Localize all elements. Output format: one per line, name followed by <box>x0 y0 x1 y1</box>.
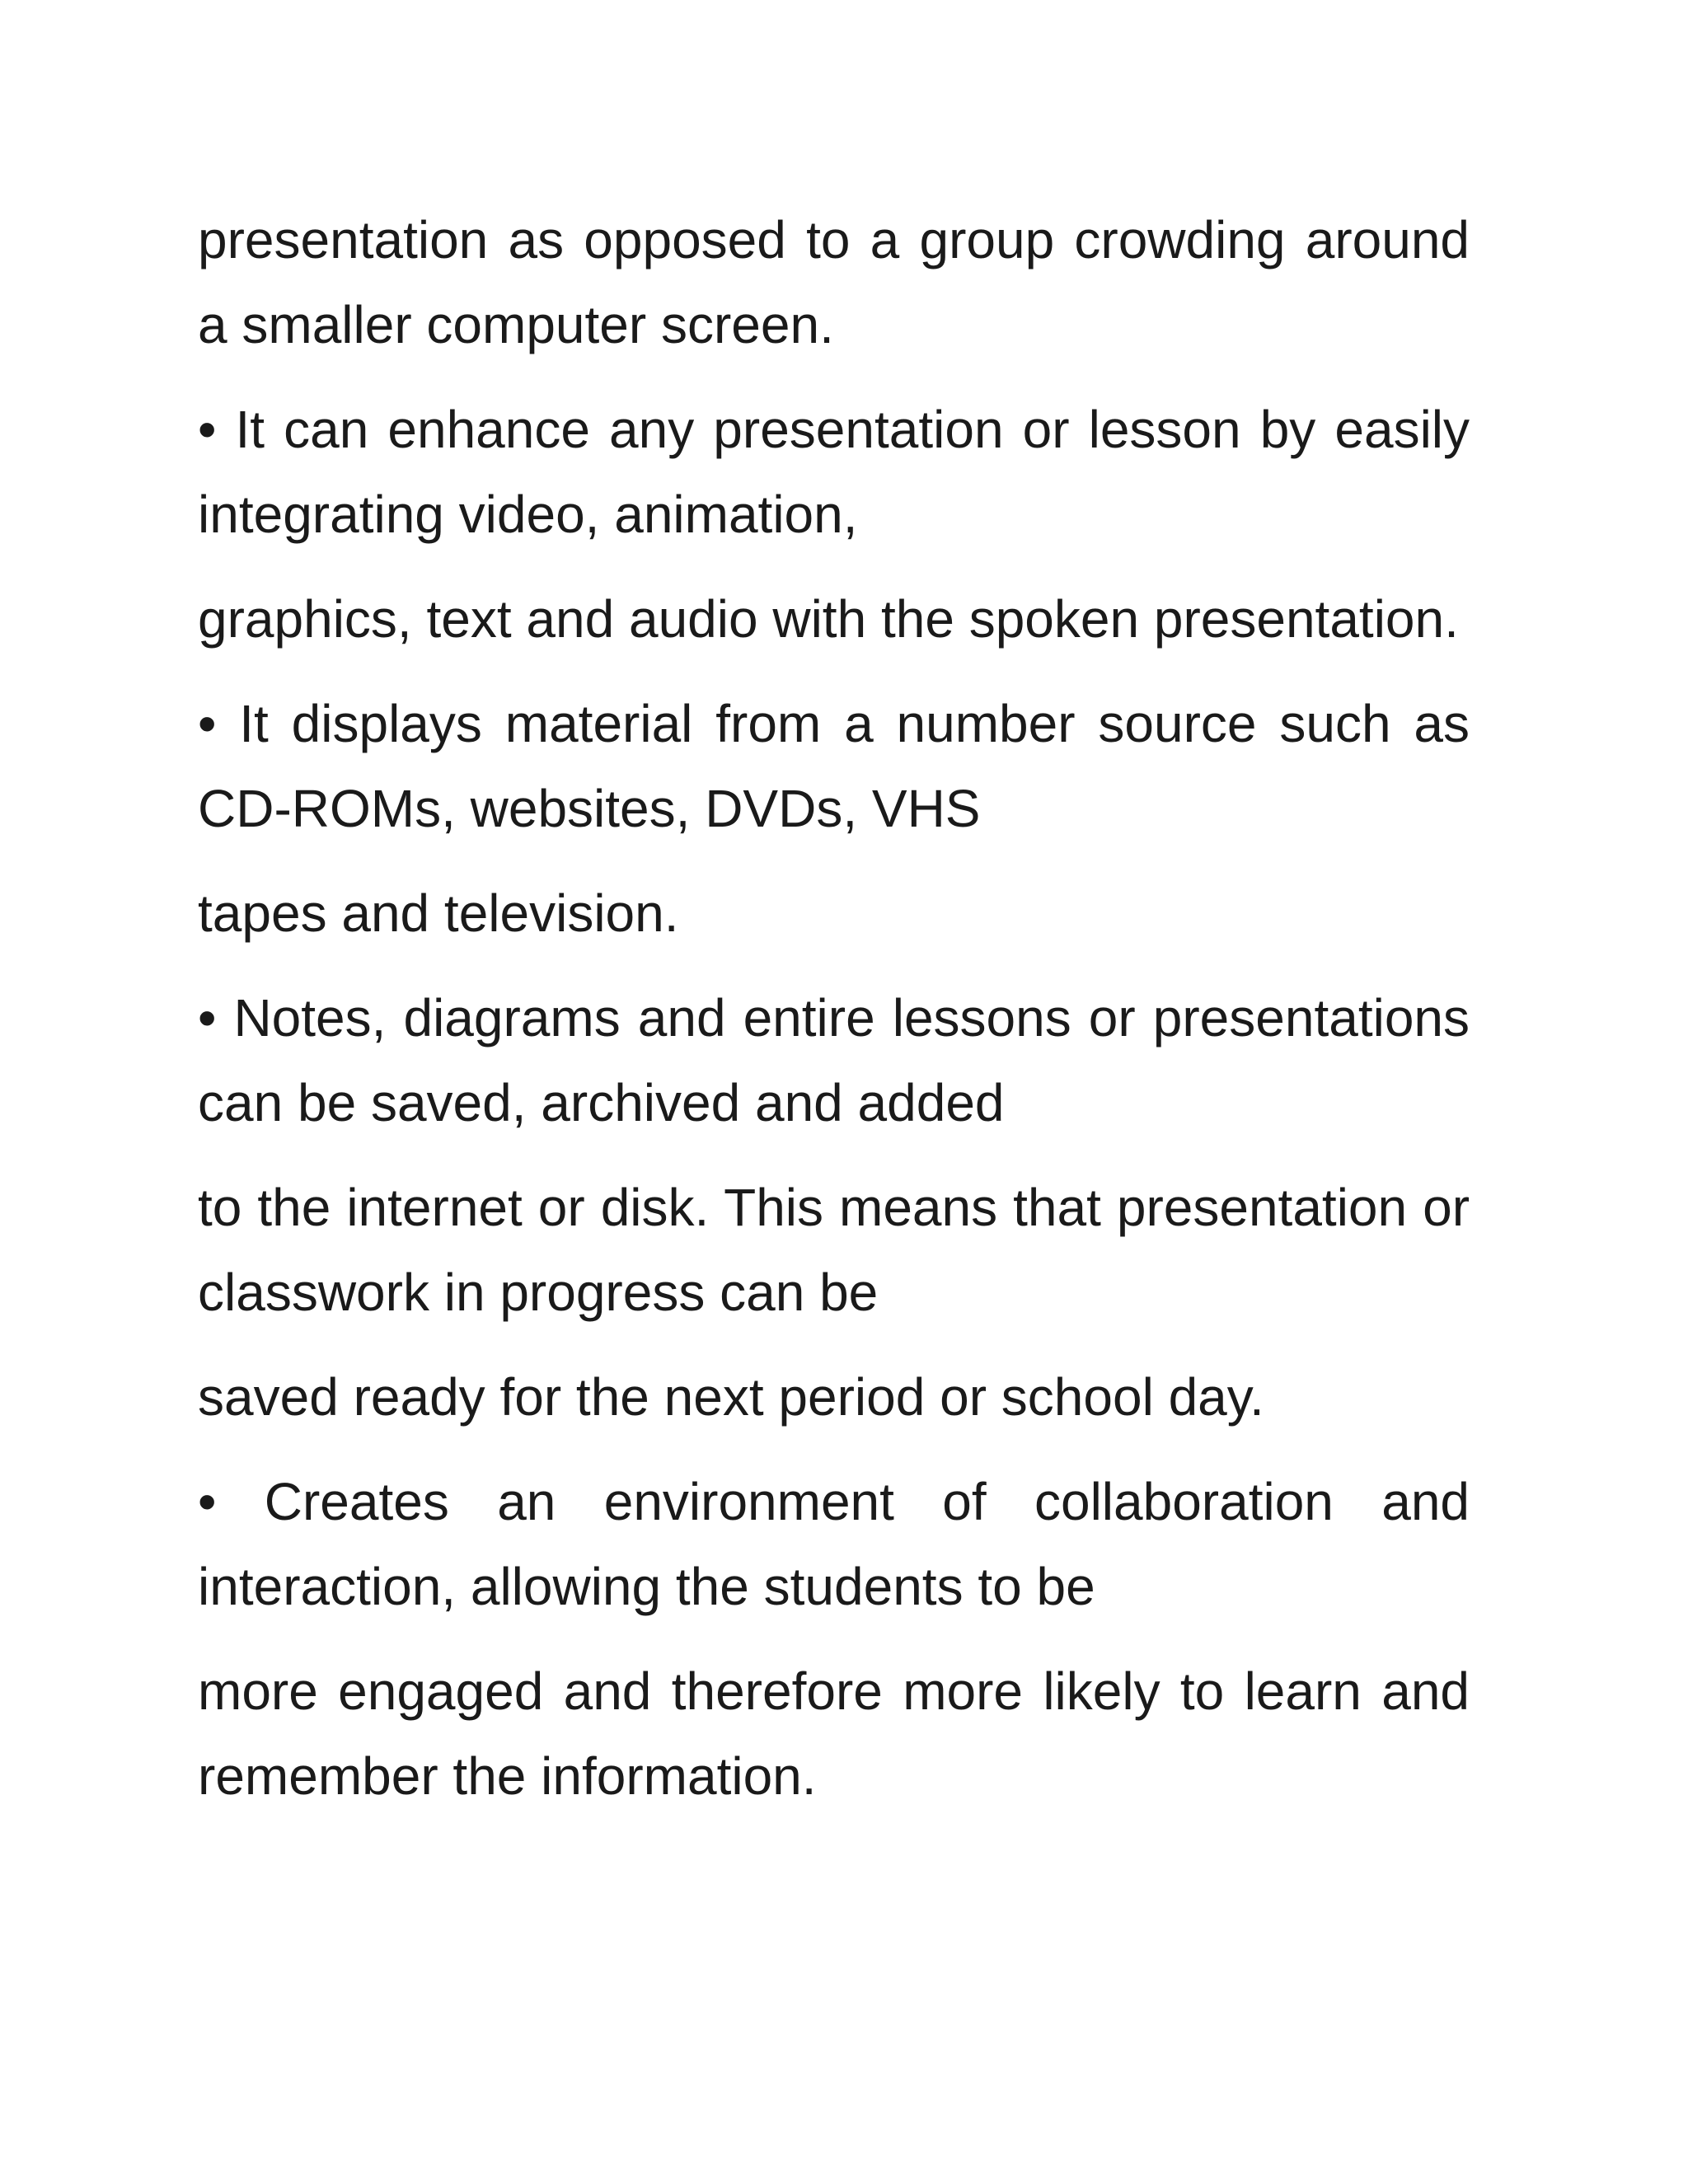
bullet-paragraph: • It displays material from a number source such as CD-ROMs, websites, DVDs, VHS <box>198 694 1470 838</box>
paragraph: to the internet or disk. This means that presentation or classwork in progress can be <box>198 1178 1470 1322</box>
document-body <box>198 198 1470 1839</box>
bullet-paragraph: • Notes, diagrams and entire lessons or presentations can be saved, archived and added <box>198 988 1470 1132</box>
paragraph: presentation as opposed to a group crowding around a smaller computer screen. <box>198 210 1470 354</box>
paragraph: saved ready for the next period or school day. <box>198 1367 1264 1427</box>
paragraph: more engaged and therefore more likely to learn and remember the information. <box>198 1661 1470 1806</box>
paragraph: graphics, text and audio with the spoken presentation. <box>198 589 1459 649</box>
paragraph: tapes and television. <box>198 883 679 943</box>
bullet-paragraph: • It can enhance any presentation or lesson by easily integrating video, animation, <box>198 400 1470 544</box>
bullet-paragraph: • Creates an environment of collaboration and interaction, allowing the students to be <box>198 1472 1470 1616</box>
